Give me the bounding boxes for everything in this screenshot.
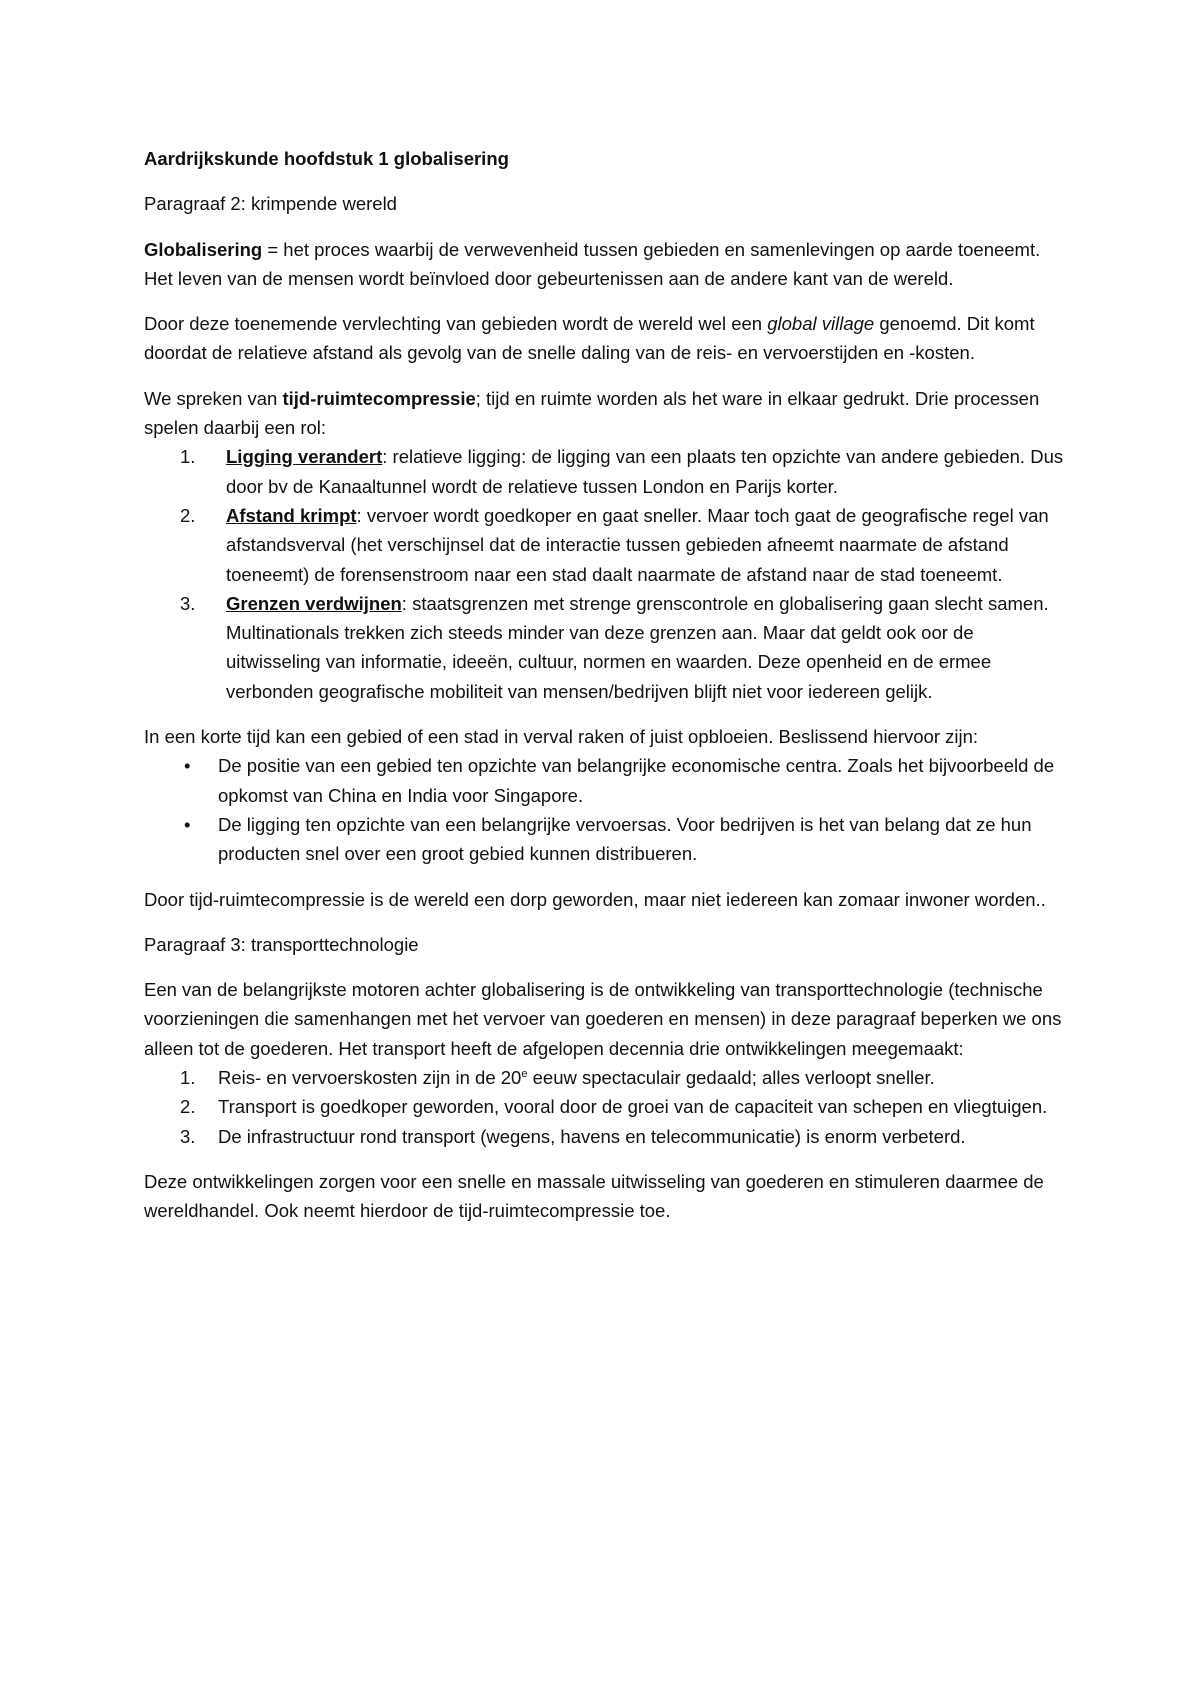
bullet-item	[144, 810, 1064, 869]
paragraph-wereldhandel: Deze ontwikkelingen zorgen voor een snelle en massale uitwisseling van goederen en stimuleren daarmee de wereldhandel. Ook neemt hierdoor de tijd-ruimtecompressie toe.	[144, 1170, 1044, 1222]
bullet-text: De positie van een gebied ten opzichte van belangrijke economische centra. Zoals het bijvoorbeeld de opkomst van China en India voor Singapore.	[218, 755, 1055, 806]
list-item-text: De infrastructuur rond transport (wegens, havens en telecommunicatie) is enorm verbeterd.	[218, 1125, 966, 1147]
term-globalisering: Globalisering	[144, 238, 263, 260]
list-number: 2.	[180, 504, 196, 526]
document-page	[144, 144, 1064, 1226]
bullet-item	[144, 751, 1064, 810]
term-global-village: global village	[767, 313, 875, 335]
document-title: Aardrijkskunde hoofdstuk 1 globalisering	[144, 148, 509, 169]
paragraph-text: genoemd. Dit komt doordat de relatieve afstand als gevolg van de snelle daling van de reis- en vervoerstijden en -kosten.	[144, 313, 1035, 364]
list-number: 3.	[180, 1125, 196, 1147]
list-item-text: : relatieve ligging: de ligging van een plaats ten opzichte van andere gebieden. Dus door bv de Kanaaltunnel wordt de relatieve tussen London en Parijs korter.	[226, 446, 1064, 497]
paragraph-beslissend: In een korte tijd kan een gebied of een stad in verval raken of juist opbloeien. Beslissend hiervoor zijn:	[144, 726, 979, 748]
definition-text: = het proces waarbij de verwevenheid tussen gebieden en samenlevingen op aarde toeneemt. Het leven van de mensen wordt beïnvloed door gebeurtenissen aan de andere kant van de wereld.	[144, 238, 1041, 289]
list-item	[144, 1122, 1064, 1151]
list-item	[144, 501, 1064, 589]
term-afstand-krimpt: Afstand krimpt	[226, 504, 357, 526]
term-tijd-ruimtecompressie: tijd-ruimtecompressie	[282, 387, 476, 409]
list-item	[144, 442, 1064, 501]
list-item-text: eeuw spectaculair gedaald; alles verloopt sneller.	[527, 1067, 935, 1089]
list-number: 1.	[180, 446, 196, 468]
superscript: e	[521, 1067, 528, 1080]
list-item-text: : vervoer wordt goedkoper en gaat sneller. Maar toch gaat de geografische regel van afstandsverval (het verschijnsel dat de interactie tussen gebieden afneemt naarmate de afstand toeneemt) de forensenstroom naar een stad daalt naarmate de afstand naar de stad toeneemt.	[226, 504, 1049, 585]
paragraph-text: We spreken van	[144, 387, 283, 409]
list-item-text: Reis- en vervoerskosten zijn in de 20	[218, 1067, 522, 1089]
list-item	[144, 1092, 1064, 1121]
paragraph-text: ; tijd en ruimte worden als het ware in elkaar gedrukt. Drie processen spelen daarbij een rol:	[144, 387, 1040, 439]
processes-list	[144, 442, 1064, 706]
section-heading-paragraaf-3: Paragraaf 3: transporttechnologie	[144, 933, 419, 955]
paragraph-dorp: Door tijd-ruimtecompressie is de wereld een dorp geworden, maar niet iedereen kan zomaar inwoner worden..	[144, 888, 1046, 910]
list-item-text: Transport is goedkoper geworden, vooral door de groei van de capaciteit van schepen en vliegtuigen.	[218, 1096, 1048, 1118]
paragraph-tijd-ruimtecompressie	[144, 384, 1064, 443]
list-item	[144, 1063, 1064, 1092]
list-number: 1.	[180, 1067, 196, 1089]
paragraph-transporttechnologie: Een van de belangrijkste motoren achter globalisering is de ontwikkeling van transporttechnologie (technische voorzieningen die samenhangen met het vervoer van goederen en mensen) in deze paragraaf beperken we ons alleen tot de goederen. Het transport heeft de afgelopen decennia drie ontwikkelingen meegemaakt:	[144, 979, 1062, 1059]
definition-globalisering	[144, 235, 1064, 294]
section-heading-paragraaf-2: Paragraaf 2: krimpende wereld	[144, 193, 397, 215]
term-grenzen-verdwijnen: Grenzen verdwijnen	[226, 592, 402, 614]
paragraph-text: Door deze toenemende vervlechting van gebieden wordt de wereld wel een	[144, 313, 768, 335]
list-item-text: : staatsgrenzen met strenge grenscontrole en globalisering gaan slecht samen. Multinationals trekken zich steeds minder van deze grenzen aan. Maar dat geldt ook oor de uitwisseling van informatie, ideeën, cultuur, normen en waarden. Deze openheid en de ermee verbonden geografische mobiliteit van mensen/bedrijven blijft niet voor iedereen gelijk.	[226, 592, 1049, 702]
bullet-text: De ligging ten opzichte van een belangrijke vervoersas. Voor bedrijven is het van belang dat ze hun producten snel over een groot gebied kunnen distribueren.	[218, 813, 1032, 865]
list-number: 2.	[180, 1096, 196, 1118]
term-ligging-verandert: Ligging verandert	[226, 446, 383, 468]
bullet-icon: •	[184, 755, 191, 777]
factors-bullet-list	[144, 751, 1064, 868]
developments-list	[144, 1063, 1064, 1151]
paragraph-global-village	[144, 309, 1064, 368]
bullet-icon: •	[184, 813, 191, 835]
list-item	[144, 589, 1064, 706]
list-number: 3.	[180, 592, 196, 614]
